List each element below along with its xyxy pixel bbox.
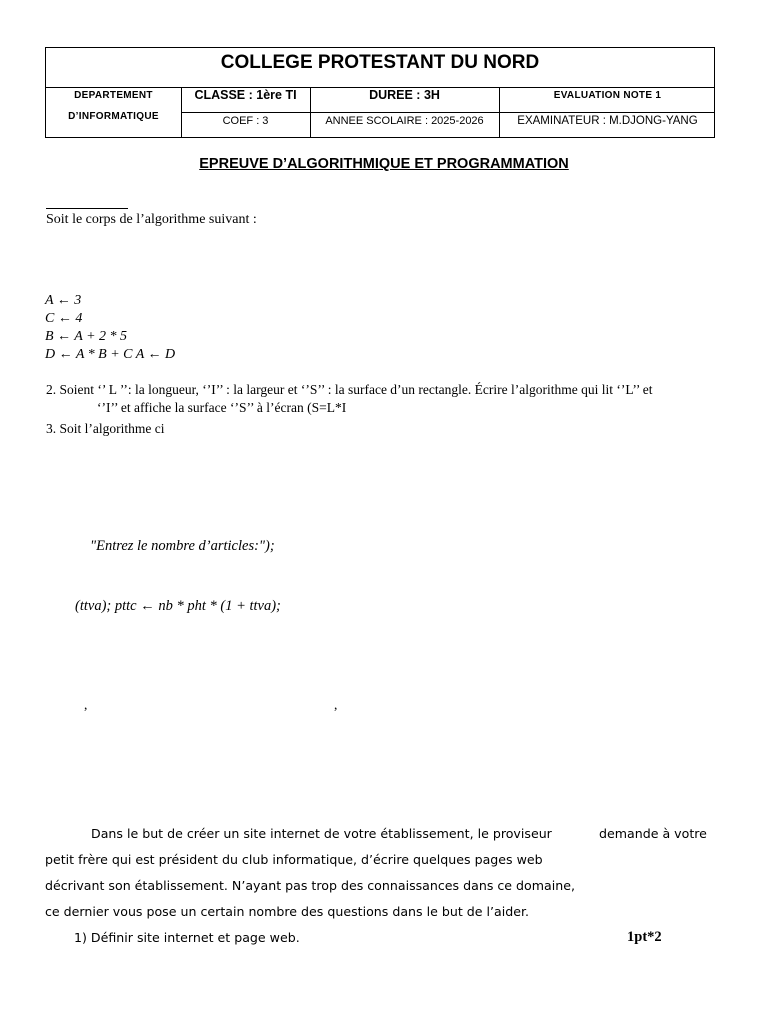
question-2-line2: ‘’I’’ et affiche la surface ‘’S’’ à l’écran (S=L*I (97, 400, 347, 415)
paragraph-line: décrivant son établissement. N’ayant pas trop des connaissances dans ce domaine, (45, 878, 575, 893)
stray-comma: , (334, 697, 338, 712)
question-points: 1pt*2 (627, 929, 662, 945)
annee-scolaire: ANNEE SCOLAIRE : 2025-2026 (325, 115, 484, 127)
examinateur: EXAMINATEUR : M.DJONG-YANG (517, 115, 698, 127)
header-table (45, 47, 715, 138)
paragraph-line: petit frère qui est président du club informatique, d’écrire quelques pages web (45, 852, 543, 867)
duree: DUREE : 3H (369, 88, 440, 102)
coef: COEF : 3 (222, 115, 269, 127)
paragraph-line: ce dernier vous pose un certain nombre des questions dans le but de l’aider. (45, 904, 529, 919)
algo-line: D ← A * B + C A ← D (45, 347, 176, 362)
paragraph-line: demande à votre (599, 826, 707, 841)
stray-comma: , (84, 697, 88, 712)
department-name: D’INFORMATIQUE (68, 111, 159, 122)
algo-fragment: (ttva); pttc ← nb * pht * (1 + ttva); (75, 598, 281, 614)
question-3-intro: 3. Soit l’algorithme ci (46, 421, 165, 436)
algo-line: B ← A + 2 * 5 (45, 329, 128, 344)
algo-fragment: "Entrez le nombre d’articles:"); (90, 538, 275, 554)
school-name: COLLEGE PROTESTANT DU NORD (220, 52, 540, 73)
paragraph-line: Dans le but de créer un site internet de votre établissement, le proviseur (91, 826, 552, 841)
evaluation: EVALUATION NOTE 1 (553, 90, 662, 101)
algo-line: A ← 3 (45, 293, 82, 308)
algo-intro: Soit le corps de l’algorithme suivant : (46, 212, 257, 227)
header-row-divider (181, 112, 714, 113)
algo-line: C ← 4 (45, 311, 83, 326)
question-web: 1) Définir site internet et page web. (74, 930, 300, 945)
classe: CLASSE : 1ère TI (194, 88, 297, 102)
question-2-line1: 2. Soient ‘’ L ’’: la longueur, ‘’I’’ : la largeur et ‘’S’’ : la surface d’un rectangle. Écrire l’algorithme qui lit ‘’L’’ et (46, 382, 653, 397)
exam-title: EPREUVE D’ALGORITHMIQUE ET PROGRAMMATION (199, 156, 569, 172)
department-label: DEPARTEMENT (74, 90, 153, 101)
blank-underline (46, 208, 128, 209)
